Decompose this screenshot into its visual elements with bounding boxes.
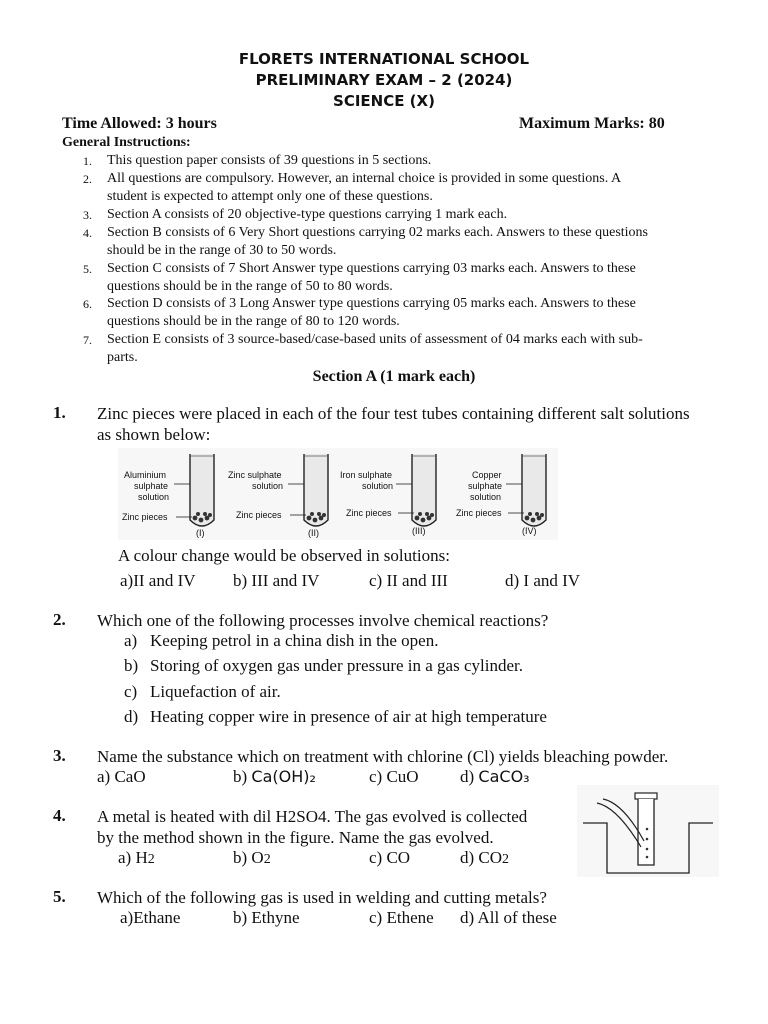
question-text: Which of the following gas is used in welding and cutting metals? <box>97 888 547 907</box>
question-number: 5. <box>53 887 66 906</box>
instruction-number: 7. <box>83 333 92 347</box>
tube-roman-numeral: (I) <box>196 528 205 538</box>
school-name: FLORETS INTERNATIONAL SCHOOL <box>238 50 530 68</box>
option-b[interactable]: b) Ethyne <box>233 908 300 927</box>
instruction-text: All questions are compulsory. However, an internal choice is provided in some questions. A <box>107 171 622 186</box>
question-text <box>97 403 737 445</box>
tube-label-line: Iron sulphate <box>340 470 393 480</box>
instruction-number: 3. <box>83 208 92 222</box>
option-text: Storing of oxygen gas under pressure in a gas cylinder. <box>150 656 523 675</box>
time-allowed: Time Allowed: 3 hours <box>62 115 217 132</box>
exam-name: PRELIMINARY EXAM – 2 (2024) <box>255 71 513 89</box>
option-text: Keeping petrol in a china dish in the open. <box>150 631 439 650</box>
test-tubes-figure <box>118 448 558 540</box>
option-a[interactable] <box>118 848 155 868</box>
option-letter: c) <box>124 682 138 701</box>
option-letter: a) <box>124 631 138 650</box>
question-number: 2. <box>53 610 66 629</box>
zinc-label: Zinc pieces <box>236 510 282 520</box>
option-text: a) H <box>118 848 148 867</box>
instruction-number: 1. <box>83 154 92 168</box>
option-letter: a) <box>97 767 115 786</box>
option-d[interactable] <box>460 848 509 868</box>
question-number: 1. <box>53 403 66 422</box>
question-text: Name the substance which on treatment with chlorine (Cl) yields bleaching powder. <box>97 747 669 766</box>
option-c[interactable] <box>369 767 419 787</box>
option-b[interactable] <box>124 656 523 676</box>
maximum-marks: Maximum Marks: 80 <box>519 115 665 132</box>
option-subscript: 2 <box>502 852 510 867</box>
option-text: CaCO₃ <box>478 767 530 786</box>
instruction-text: questions should be in the range of 80 to 120 words. <box>107 314 400 329</box>
option-c[interactable] <box>124 682 281 702</box>
instruction-text: parts. <box>107 350 138 365</box>
tube-label-line: sulphate <box>134 481 169 491</box>
instruction-number: 4. <box>83 226 92 240</box>
tube-label-line: solution <box>362 481 394 491</box>
option-d[interactable] <box>460 767 530 787</box>
question-number: 3. <box>53 746 66 765</box>
option-a[interactable] <box>97 767 146 787</box>
instruction-text: Section D consists of 3 Long Answer type questions carrying 05 marks each. Answers to these <box>107 296 636 311</box>
zinc-label: Zinc pieces <box>122 512 168 522</box>
option-c[interactable]: c) CO <box>369 848 411 867</box>
instruction-text: Section B consists of 6 Very Short questions carrying 02 marks each. Answers to these questions <box>107 225 649 240</box>
question-line: by the method shown in the figure. Name the gas evolved. <box>97 828 494 847</box>
question-stem: A colour change would be observed in solutions: <box>118 546 450 565</box>
option-subscript: 2 <box>147 852 155 867</box>
option-text: d) CO <box>460 848 503 867</box>
option-text: CuO <box>386 767 419 786</box>
general-instructions-title: General Instructions: <box>62 135 191 150</box>
tube-label-line: solution <box>252 481 284 491</box>
option-b[interactable] <box>233 848 271 868</box>
option-letter: d) <box>460 767 479 786</box>
option-b[interactable]: b) III and IV <box>233 571 320 590</box>
option-b[interactable] <box>233 767 316 787</box>
instruction-text: Section E consists of 3 source-based/case-based units of assessment of 04 marks each with sub- <box>107 332 643 347</box>
question-line: A metal is heated with dil H2SO4. The gas evolved is collected <box>97 807 528 826</box>
option-text: b) O <box>233 848 264 867</box>
tube-label-line: solution <box>470 492 502 502</box>
tube-label-line: sulphate <box>468 481 503 491</box>
zinc-label: Zinc pieces <box>456 508 502 518</box>
tube-roman-numeral: (III) <box>412 526 426 536</box>
instruction-text: should be in the range of 30 to 50 words. <box>107 243 337 258</box>
option-subscript: 2 <box>263 852 271 867</box>
option-d[interactable]: d) I and IV <box>505 571 581 590</box>
instruction-text: Section C consists of 7 Short Answer type questions carrying 03 marks each. Answers to these <box>107 261 636 276</box>
instruction-number: 2. <box>83 172 92 186</box>
option-text: Ca(OH)₂ <box>251 767 316 786</box>
option-letter: b) <box>233 767 252 786</box>
question-line: Zinc pieces were placed in each of the four test tubes containing different salt solutions <box>97 404 690 423</box>
zinc-label: Zinc pieces <box>346 508 392 518</box>
option-c[interactable]: c) Ethene <box>369 908 434 927</box>
question-text <box>97 806 567 848</box>
tube-label-line: solution <box>138 492 170 502</box>
option-text: Liquefaction of air. <box>150 682 281 701</box>
option-text: Heating copper wire in presence of air at high temperature <box>150 707 547 726</box>
tube-label-line: Aluminium <box>124 470 167 480</box>
tube-roman-numeral: (IV) <box>522 526 537 536</box>
instruction-text: Section A consists of 20 objective-type questions carrying 1 mark each. <box>107 207 508 222</box>
option-d[interactable]: d) All of these <box>460 908 557 927</box>
tube-label-line: Zinc sulphate <box>228 470 282 480</box>
tube-label-line: Copper <box>472 470 502 480</box>
option-d[interactable] <box>124 707 547 727</box>
option-letter: b) <box>124 656 139 675</box>
option-a[interactable] <box>124 631 439 651</box>
option-letter: c) <box>369 767 387 786</box>
instruction-number: 6. <box>83 297 92 311</box>
instruction-number: 5. <box>83 262 92 276</box>
instruction-text: student is expected to attempt only one of these questions. <box>107 189 433 204</box>
option-c[interactable]: c) II and III <box>369 571 448 590</box>
question-line: as shown below: <box>97 425 211 444</box>
option-a[interactable]: a)II and IV <box>120 571 196 590</box>
option-a[interactable]: a)Ethane <box>120 908 181 927</box>
instruction-text: questions should be in the range of 50 to 80 words. <box>107 279 393 294</box>
section-title: Section A (1 mark each) <box>312 368 476 385</box>
gas-collection-figure <box>577 785 719 877</box>
instruction-text: This question paper consists of 39 questions in 5 sections. <box>107 153 432 168</box>
subject-name: SCIENCE (X) <box>333 92 435 110</box>
option-letter: d) <box>124 707 139 726</box>
question-number: 4. <box>53 806 66 825</box>
option-text: CaO <box>114 767 146 786</box>
tube-roman-numeral: (II) <box>308 528 319 538</box>
question-text: Which one of the following processes involve chemical reactions? <box>97 611 549 630</box>
